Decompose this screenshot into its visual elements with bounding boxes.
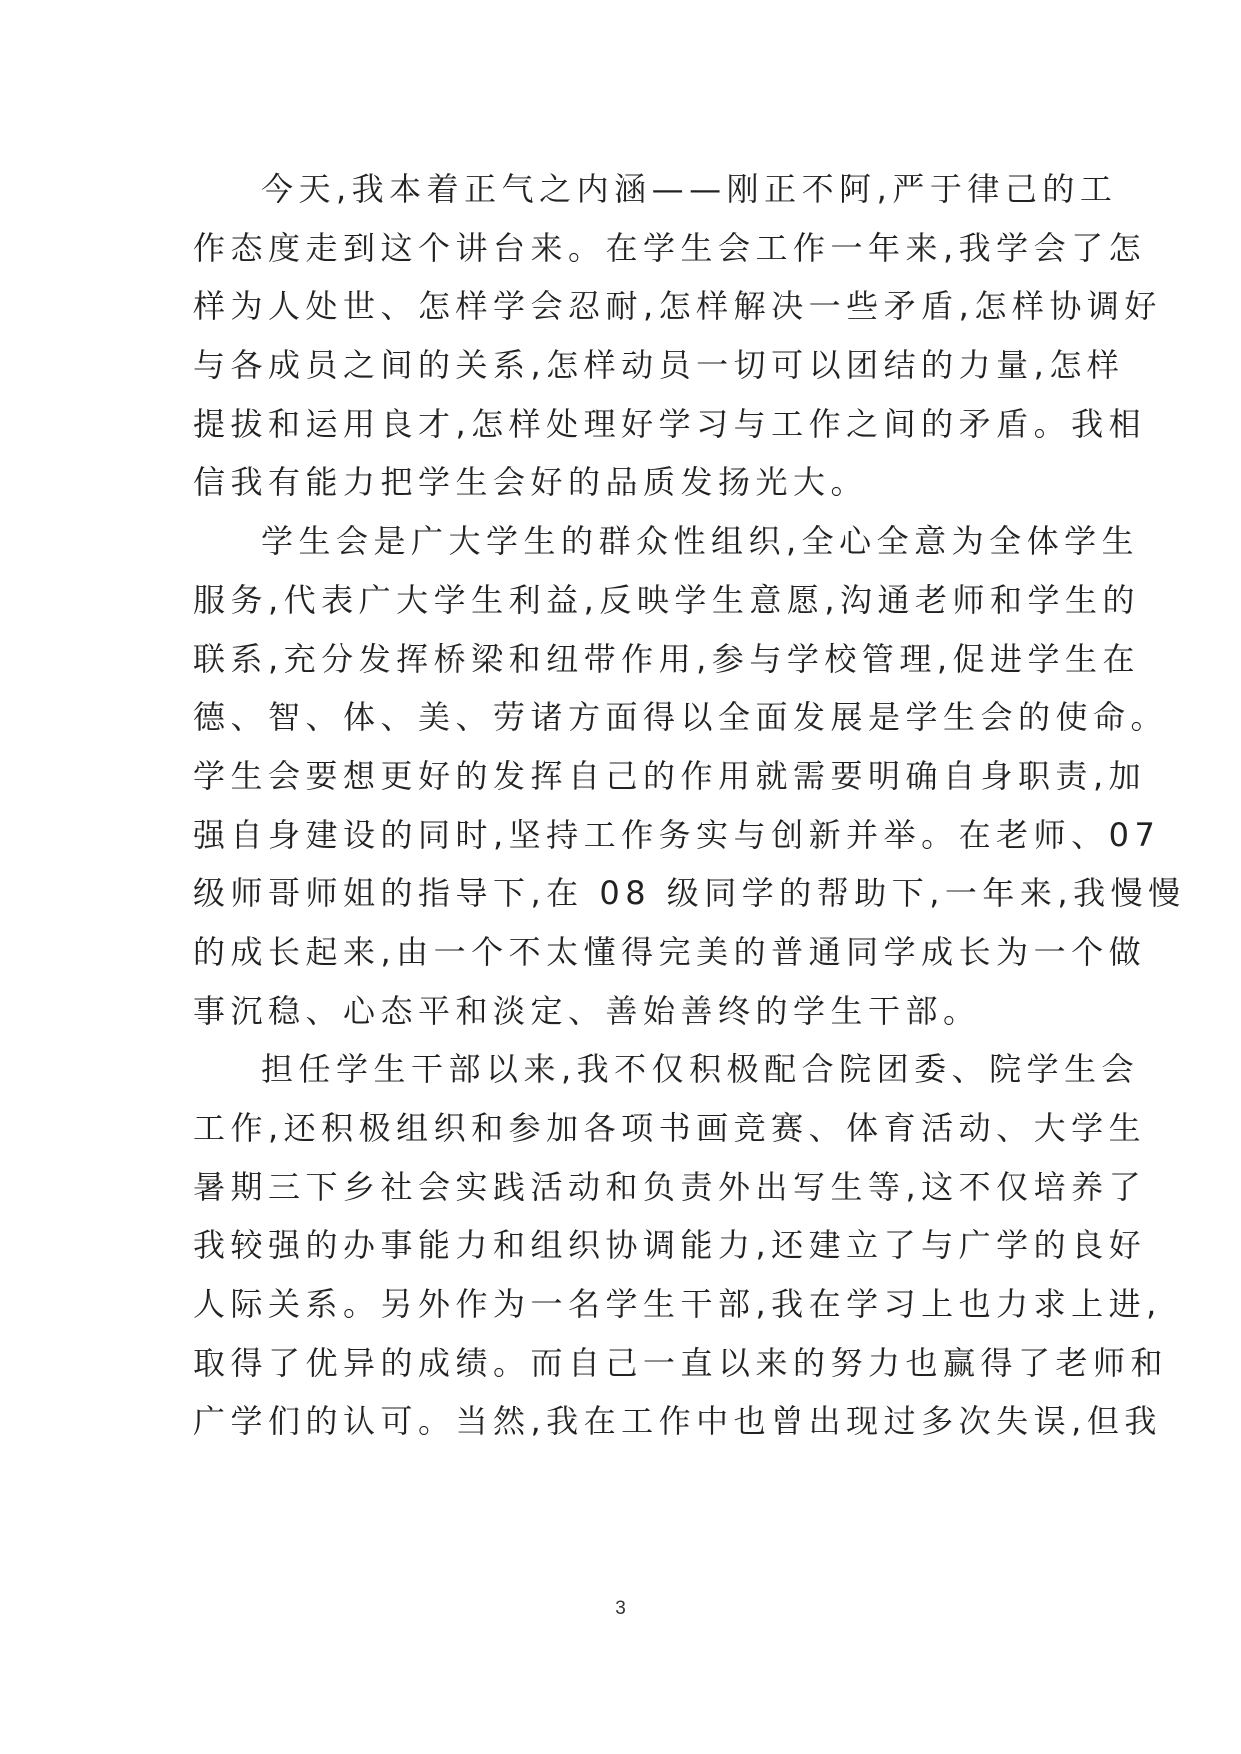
paragraph-3-line: 我较强的办事能力和组织协调能力,还建立了与广学的良好 [193,1226,1147,1265]
paragraph-1-line: 作态度走到这个讲台来。在学生会工作一年来,我学会了怎 [193,228,1147,267]
paragraph-2-line: 强自身建设的同时,坚持工作务实与创新并举。在老师、07 [193,815,1161,854]
paragraph-1-line: 信我有能力把学生会好的品质发扬光大。 [193,463,869,502]
paragraph-1-line: 今天,我本着正气之内涵——刚正不阿,严于律己的工 [261,170,1118,208]
paragraph-3-line: 人际关系。另外作为一名学生干部,我在学习上也力求上进, [193,1285,1162,1324]
paragraph-2-line: 德、智、体、美、劳诸方面得以全面发展是学生会的使命。 [193,698,1169,737]
paragraph-1-line: 与各成员之间的关系,怎样动员一切可以团结的力量,怎样 [193,346,1125,385]
body-text [193,160,1186,1451]
paragraph-3-line: 工作,还积极组织和参加各项书画竞赛、体育活动、大学生 [193,1109,1147,1147]
paragraph-2-line: 学生会是广大学生的群众性组织,全心全意为全体学生 [261,522,1140,561]
paragraph-1-line: 样为人处世、怎样学会忍耐,怎样解决一些矛盾,怎样协调好 [193,287,1162,326]
paragraph-2-line: 学生会要想更好的发挥自己的作用就需要明确自身职责,加 [193,756,1147,795]
paragraph-2-line: 联系,充分发挥桥梁和纽带作用,参与学校管理,促进学生在 [193,639,1141,678]
paragraph-3-line: 取得了优异的成绩。而自己一直以来的努力也赢得了老师和 [193,1343,1169,1382]
paragraph-2-line: 级师哥师姐的指导下,在 08 级同学的帮助下,一年来,我慢慢 [193,874,1186,913]
paragraph-2-line: 服务,代表广大学生利益,反映学生意愿,沟通老师和学生的 [193,580,1141,619]
paragraph-1-line: 提拔和运用良才,怎样处理好学习与工作之间的矛盾。我相 [193,404,1147,443]
page-number: 3 [615,1598,626,1619]
paragraph-2-line: 的成长起来,由一个不太懂得完美的普通同学成长为一个做 [193,932,1147,971]
paragraph-2-line: 事沉稳、心态平和淡定、善始善终的学生干部。 [193,991,981,1030]
paragraph-3-line: 暑期三下乡社会实践活动和负责外出写生等,这不仅培养了 [193,1167,1147,1206]
paragraph-3-line: 担任学生干部以来,我不仅积极配合院团委、院学生会 [261,1050,1140,1089]
paragraph-3-line: 广学们的认可。当然,我在工作中也曾出现过多次失误,但我 [193,1402,1162,1441]
